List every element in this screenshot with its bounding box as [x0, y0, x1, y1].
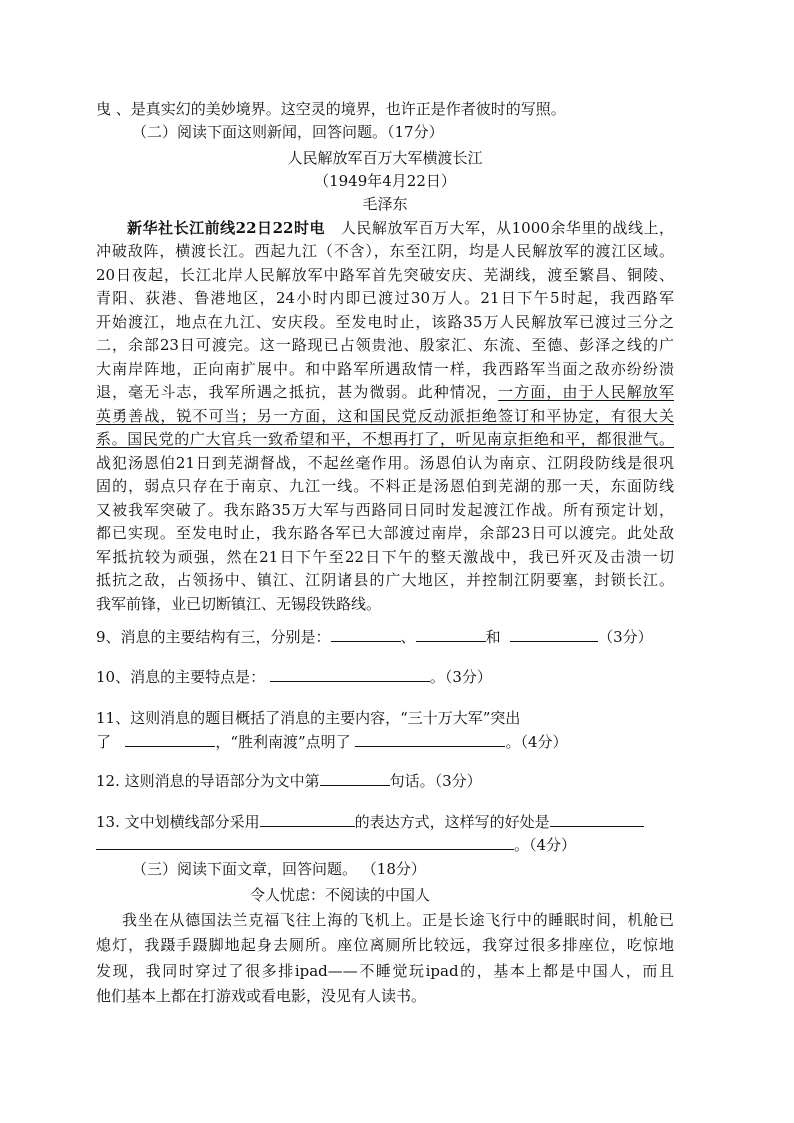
underlined-passage: 一方面，由于人民解放军 — [498, 383, 674, 401]
article-line: 发现，我同时穿过了很多排ipad——不睡觉玩ipad的，基本上都是中国人，而且 — [96, 962, 674, 980]
section-2-heading: （二）阅读下面这则新闻，回答问题。（17分） — [132, 123, 444, 141]
news-lead-line — [127, 217, 674, 239]
news-line: 固的，弱点只存在于南京、九江一线。不料正是汤恩伯到芜湖的那一天，东面防线 — [96, 477, 674, 495]
news-title: 人民解放军百万大军横渡长江 — [287, 149, 483, 167]
question-11-line-2 — [96, 731, 568, 753]
news-date: （1949年4月22日） — [314, 172, 456, 190]
question-11-text: ，“胜利南渡”点明了 — [215, 733, 351, 751]
news-line: 抵抗之敌，占领扬中、镇江、江阴诸县的广大地区，并控制江阴要塞，封锁长江。 — [96, 571, 674, 589]
question-11-line-1: 11、这则消息的题目概括了消息的主要内容，“三十万大军”突出 — [96, 709, 521, 727]
answer-blank-12[interactable] — [320, 770, 390, 786]
question-13-line-2 — [96, 834, 576, 856]
answer-blank-13c[interactable] — [96, 834, 514, 850]
question-9-score: （3分） — [598, 628, 653, 646]
question-12-text: 12. 这则消息的导语部分为文中第 — [96, 772, 320, 790]
news-dateline: 新华社长江前线22日22时电 — [127, 219, 326, 237]
news-text: 人民解放军百万大军，从1000余华里的战线上， — [340, 219, 674, 237]
news-line: 冲破敌阵，横渡长江。西起九江（不含），东至江阴，均是人民解放军的渡江区域。 — [96, 242, 674, 260]
news-author: 毛泽东 — [362, 195, 408, 213]
question-10-text: 10、消息的主要特点是： — [96, 668, 266, 686]
news-line: 开始渡江，地点在九江、安庆段。至发电时止，该路35万人民解放军已渡过三分之 — [96, 313, 674, 331]
article-line: 熄灯，我蹑手蹑脚地起身去厕所。座位离厕所比较远，我穿过很多排座位，吃惊地 — [96, 936, 674, 954]
news-line-mixed — [96, 381, 674, 403]
underlined-passage: 系。国民党的广大官兵一致希望和平，不想再打了，听见南京拒绝和平，都很泄气。 — [96, 430, 674, 448]
news-text: 退，毫无斗志，我军所遇之抵抗，甚为微弱。此种情况， — [96, 383, 499, 401]
news-line: 都已实现。至发电时止，我东路各军已大部渡过南岸，余部23日可以渡完。此处敌 — [96, 524, 674, 542]
question-12-score: 句话。（3分） — [389, 772, 482, 790]
answer-blank-11b[interactable] — [355, 731, 505, 747]
news-line: 又被我军突破了。我东路35万大军与西路同日同时发起渡江作战。所有预定计划， — [96, 501, 674, 519]
question-11-score: 。（4分） — [505, 733, 568, 751]
article-line: 他们基本上都在打游戏或看电影，没见有人读书。 — [96, 987, 427, 1005]
news-line: 大南岸阵地，正向南扩展中。和中路军所遇敌情一样，我西路军当面之敌亦纷纷溃 — [96, 360, 674, 378]
news-line: 青阳、荻港、鲁港地区，24小时内即已渡过30万人。21日下午5时起，我西路军 — [96, 289, 674, 307]
question-10 — [96, 666, 492, 688]
question-13-text: 13. 文中划横线部分采用 — [96, 813, 260, 831]
underlined-passage: 英勇善战，锐不可当；另一方面，这和国民党反动派拒绝签订和平协定，有很大关 — [96, 407, 674, 425]
separator: 和 — [485, 628, 501, 646]
separator: 、 — [400, 628, 416, 646]
question-10-score: 。（3分） — [429, 668, 492, 686]
article-line: 我坐在从德国法兰克福飞往上海的飞机上。正是长途飞行中的睡眠时间，机舱已 — [122, 911, 674, 929]
question-13-score: 。（4分） — [514, 836, 577, 854]
news-line: 20日夜起，长江北岸人民解放军中路军首先突破安庆、芜湖线，渡至繁昌、铜陵、 — [96, 266, 674, 284]
question-13-text: 的表达方式，这样写的好处是 — [354, 813, 550, 831]
article-title: 令人忧虑：不阅读的中国人 — [250, 886, 431, 904]
section-3-heading: （三）阅读下面文章，回答问题。 （18分） — [132, 860, 426, 878]
answer-blank-9a[interactable] — [331, 626, 401, 642]
news-line: 战犯汤恩伯21日到芜湖督战，不起丝毫作用。汤恩伯认为南京、江阴段防线是很巩 — [96, 454, 674, 472]
previous-passage-line: 曳 、是真实幻的美妙境界。这空灵的境界，也许正是作者彼时的写照。 — [96, 100, 566, 118]
question-9 — [96, 626, 653, 648]
answer-blank-10[interactable] — [270, 666, 430, 682]
news-line: 二，余部23日可渡完。这一路现已占领贵池、殷家汇、东流、至德、彭泽之线的广 — [96, 336, 674, 354]
answer-blank-9b[interactable] — [416, 626, 486, 642]
answer-blank-9c[interactable] — [510, 626, 598, 642]
question-12 — [96, 770, 482, 792]
answer-blank-13b[interactable] — [550, 811, 644, 827]
question-11-text: 了 — [96, 733, 112, 751]
answer-blank-11a[interactable] — [125, 731, 215, 747]
question-13-line-1 — [96, 811, 644, 833]
news-line: 我军前锋，业已切断镇江、无锡段铁路线。 — [96, 595, 382, 613]
answer-blank-13a[interactable] — [260, 811, 355, 827]
news-line: 军抵抗较为顽强，然在21日下午至22日下午的整天激战中，我已歼灭及击溃一切 — [96, 548, 674, 566]
question-9-text: 9、消息的主要结构有三，分别是： — [96, 628, 331, 646]
